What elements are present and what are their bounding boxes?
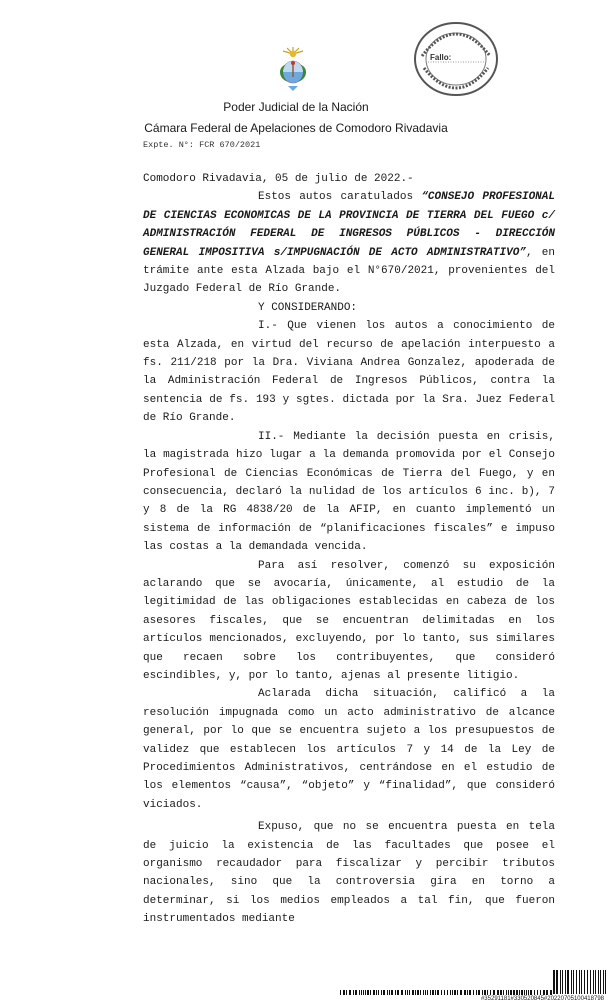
caption-intro: Estos autos caratulados [258,191,422,204]
svg-text:Fallo:: Fallo: [430,53,452,62]
barcode [340,970,606,998]
considerando-heading: Y CONSIDERANDO: [258,301,358,314]
paragraph-expuso: Expuso, que no se encuentra puesta en tela de juicio la existencia de las facultades que posee el organismo recaudador para fiscalizar y percibir tributos nacionales, sino que la controversia gira en torno a determinar, si los medios empleados a tal fin, que fueron instrumentados mediante [143,821,555,926]
paragraph-i: I.- Que vienen los autos a conocimiento de esta Alzada, en virtud del recurso de apelación interpuesto a fs. 211/218 por la Dra. Viviana Andrea Gonzalez, apoderada de la Administración Federal de Ingresos Públicos, contra la sentencia de fs. 193 y sgtes. dictada por la Sra. Juez Federal de Río Grande. [143,320,555,425]
case-caption: “CONSEJO PROFESIONAL DE CIENCIAS ECONOMICAS DE LA PROVINCIA DE TIERRA DEL FUEGO c/ ADMINISTRACIÓN FEDERAL DE INGRESOS PÚBLICOS - DIRECCIÓN GENERAL IMPOSITIVA s/IMPUGNACIÓN DE ACTO ADMINISTRATIVO” [143,191,555,259]
argentina-coat-of-arms-icon [276,46,310,92]
paragraph-caption [143,188,555,298]
paragraph-aclarada: Aclarada dicha situación, calificó a la resolución impugnada como un acto administrativo de alcance general, por lo que se encuentra sujeto a los presupuestos de validez que establecen los artículos 7 y 14 de la Ley de Procedimientos Administrativos, centrándose en el estudio de los elementos “causa”, “objeto” y “finalidad”, que consideró viciados. [143,688,555,811]
court-title: Cámara Federal de Apelaciones de Comodoro Rivadavia [144,121,448,135]
barcode-number: #35291181#330520845#20220705100418798 [480,996,604,1002]
paragraph-resolver: Para así resolver, comenzó su exposición aclarando que se avocaría, únicamente, al estudio de la legitimidad de las obligaciones establecidas en cabeza de los asesores fiscales, que se encuentran delimitadas en los artículos mencionados, excluyendo, por lo tanto, sus similares que recaen sobre los contribuyentes, que consideró escindibles, y, por lo tanto, ajenas al presente litigio. [143,559,555,682]
paragraph-ii: II.- Mediante la decisión puesta en crisis, la magistrada hizo lugar a la demanda promovida por el Consejo Profesional de Ciencias Económicas de Tierra del Fuego, y en consecuencia, declaró la nulidad de los artículos 6 inc. b), 7 y 8 de la RG 4838/20 de la AFIP, en cuanto implementó un sistema de información de “planificaciones fiscales” e impuso las costas a la demandada vencida. [143,430,555,554]
date-line: Comodoro Rivadavia, 05 de julio de 2022.- [143,173,414,185]
file-number: Expte. N°: FCR 670/2021 [143,140,261,150]
caption-rest: , en trámite ante esta Alzada bajo el N°670/2021, provenientes del Juzgado Federal de Río Grande. [143,246,555,296]
court-seal-stamp [412,20,500,98]
document-body [143,170,555,929]
institution-title: Poder Judicial de la Nación [223,100,369,114]
